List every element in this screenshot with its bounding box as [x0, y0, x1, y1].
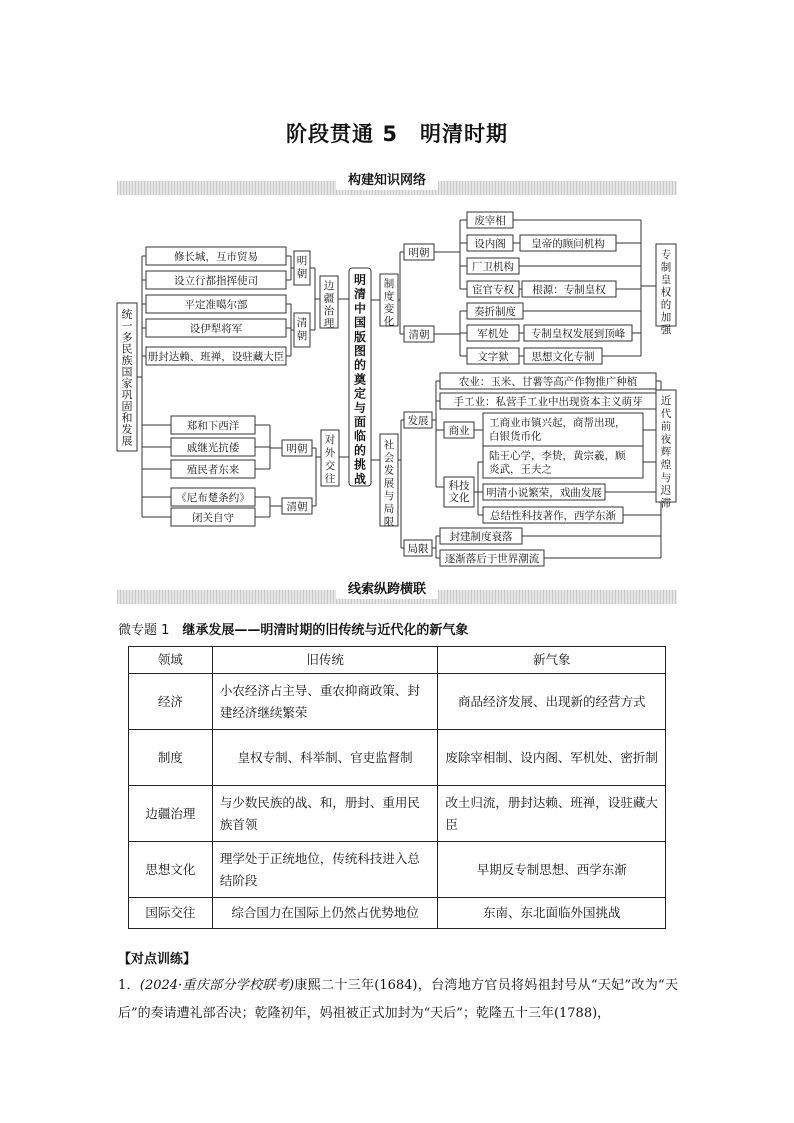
table-cell-new: 东南、东北面临外国挑战: [438, 898, 666, 929]
topic-title: [118, 619, 468, 638]
table-row: [129, 674, 666, 730]
dev-item-text: 农业：玉米、甘薯等高产作物推广种植: [458, 376, 638, 388]
foreign-item-text: 闭关自守: [192, 512, 234, 524]
system-qing-label: 清朝: [408, 329, 430, 341]
table-header-cell: 领域: [129, 647, 213, 674]
system-ming-label: 明朝: [408, 247, 430, 259]
ming-item-text: 设内阁: [474, 238, 506, 250]
topic-heading: 继承发展——明清时期的旧传统与近代化的新气象: [182, 623, 469, 638]
border-item-text: 平定准噶尔部: [184, 299, 248, 311]
dev-item-text: 手工业：私营手工业中出现资本主义萌芽: [453, 396, 643, 408]
scitech-label: 科技文化: [448, 480, 470, 504]
qing-detail-text: 思想文化专制: [531, 351, 595, 363]
dev-label: 发展: [407, 415, 429, 427]
question-number: 1．: [118, 978, 140, 993]
table-cell-old: 与少数民族的战、和，册封、重用民族首领: [212, 786, 438, 842]
table-cell-field: 国际交往: [129, 898, 213, 929]
society-result-label: 近代前夜辉煌与迟滞: [660, 395, 672, 510]
table-header-cell: 新气象: [438, 647, 666, 674]
qing-detail-text: 专制皇权发展到顶峰: [530, 328, 626, 340]
border-item-text: 修长城，互市贸易: [174, 251, 258, 263]
scitech-item-text: 总结性科技著作，西学东渐: [490, 510, 616, 522]
table-cell-field: 边疆治理: [129, 786, 213, 842]
foreign-item-text: 戚继光抗倭: [186, 442, 240, 454]
scitech-item-text: 明清小说繁荣，戏曲发展: [486, 487, 602, 499]
question-source: (2024·重庆部分学校联考): [139, 978, 295, 993]
scitech-item-text: 陆王心学，李贽，黄宗羲，顾炎武，王夫之: [489, 450, 626, 476]
practice-heading: 【对点训练】: [118, 952, 197, 967]
border-item-text: 设伊犁将军: [189, 323, 243, 335]
foreign-qing-label: 清朝: [286, 501, 308, 513]
foreign-item-text: 《尼布楚条约》: [176, 492, 250, 504]
page-title: 阶段贯通 5 明清时期: [286, 122, 508, 146]
foreign-ming-label: 明朝: [286, 443, 308, 455]
table-cell-old: 小农经济占主导、重农抑商政策、封建经济继续繁荣: [212, 674, 438, 730]
table-cell-new: 早期反专制思想、西学东渐: [438, 842, 666, 898]
table-cell-old: 综合国力在国际上仍然占优势地位: [212, 898, 438, 929]
commerce-detail-text: 工商业市镇兴起，商帮出现，白银货币化: [489, 417, 626, 443]
system-group-label: 制度变化: [383, 278, 395, 328]
table-cell-field: 制度: [129, 730, 213, 786]
table-header-cell: 旧传统: [212, 647, 438, 674]
ming-item-text: 宦官专权: [472, 284, 514, 296]
table-cell-old: 理学处于正统地位，传统科技进入总结阶段: [212, 842, 438, 898]
table-cell-old: 皇权专制、科举制、官吏监督制: [212, 730, 438, 786]
commerce-label: 商业: [448, 425, 470, 437]
border-ming-label: 明朝: [296, 255, 308, 280]
table-cell-new: 改土归流，册封达赖、班禅，设驻藏大臣: [438, 786, 666, 842]
qing-item-text: 文字狱: [477, 351, 509, 363]
section-heading-knowledge-network: 构建知识网络: [336, 172, 438, 190]
limit-label: 局限: [407, 543, 429, 555]
table-cell-field: 思想文化: [129, 842, 213, 898]
table-row: [129, 842, 666, 898]
practice-question: [118, 972, 678, 1028]
qing-item-text: 奏折制度: [474, 306, 516, 318]
table-cell-new: 废除宰相制、设内阁、军机处、密折制: [438, 730, 666, 786]
ming-detail-text: 根源：专制皇权: [532, 284, 606, 296]
border-qing-label: 清朝: [296, 317, 308, 342]
topic-label: 微专题 1: [118, 623, 170, 638]
foreign-item-text: 郑和下西洋: [186, 420, 240, 432]
comparison-table: [128, 646, 666, 929]
system-result-label: 专制皇权的加强: [660, 249, 672, 336]
section-heading-clues: 线索纵跨横联: [336, 581, 438, 599]
table-header-row: [129, 647, 666, 674]
limit-item-text: 封建制度衰落: [449, 531, 513, 543]
foreign-item-text: 殖民者东来: [186, 464, 240, 476]
border-item-text: 册封达赖、班禅，设驻藏大臣: [147, 351, 285, 363]
mindmap-left-root-text: 统一多民族国家巩固和发展: [121, 308, 133, 448]
society-group-label: 社会发展与局限: [383, 439, 395, 528]
limit-item-text: 逐渐落后于世界潮流: [444, 553, 540, 565]
table-cell-new: 商品经济发展、出现新的经营方式: [438, 674, 666, 730]
table-row: [129, 786, 666, 842]
mindmap-center-text: 明清中国版图的奠定与面临的挑战: [353, 273, 367, 486]
table-row: [129, 898, 666, 929]
question-text: 康熙二十三年(1684)，台湾地方官员将妈祖封号从“天妃”改为“天后”的奏请遭礼部否决；乾隆初年，妈祖被正式加封为“天后”；乾隆五十三年(1788)，: [118, 978, 678, 1021]
table-row: [129, 730, 666, 786]
foreign-group-label: 对外交往: [324, 434, 336, 485]
table-cell-field: 经济: [129, 674, 213, 730]
qing-item-text: 军机处: [477, 328, 509, 340]
border-item-text: 设立行都指挥使司: [174, 275, 258, 287]
ming-item-text: 厂卫机构: [472, 261, 514, 273]
border-group-label: 边疆治理: [323, 280, 335, 330]
ming-item-text: 废宰相: [474, 215, 506, 227]
ming-detail-text: 皇帝的顾问机构: [531, 238, 605, 250]
